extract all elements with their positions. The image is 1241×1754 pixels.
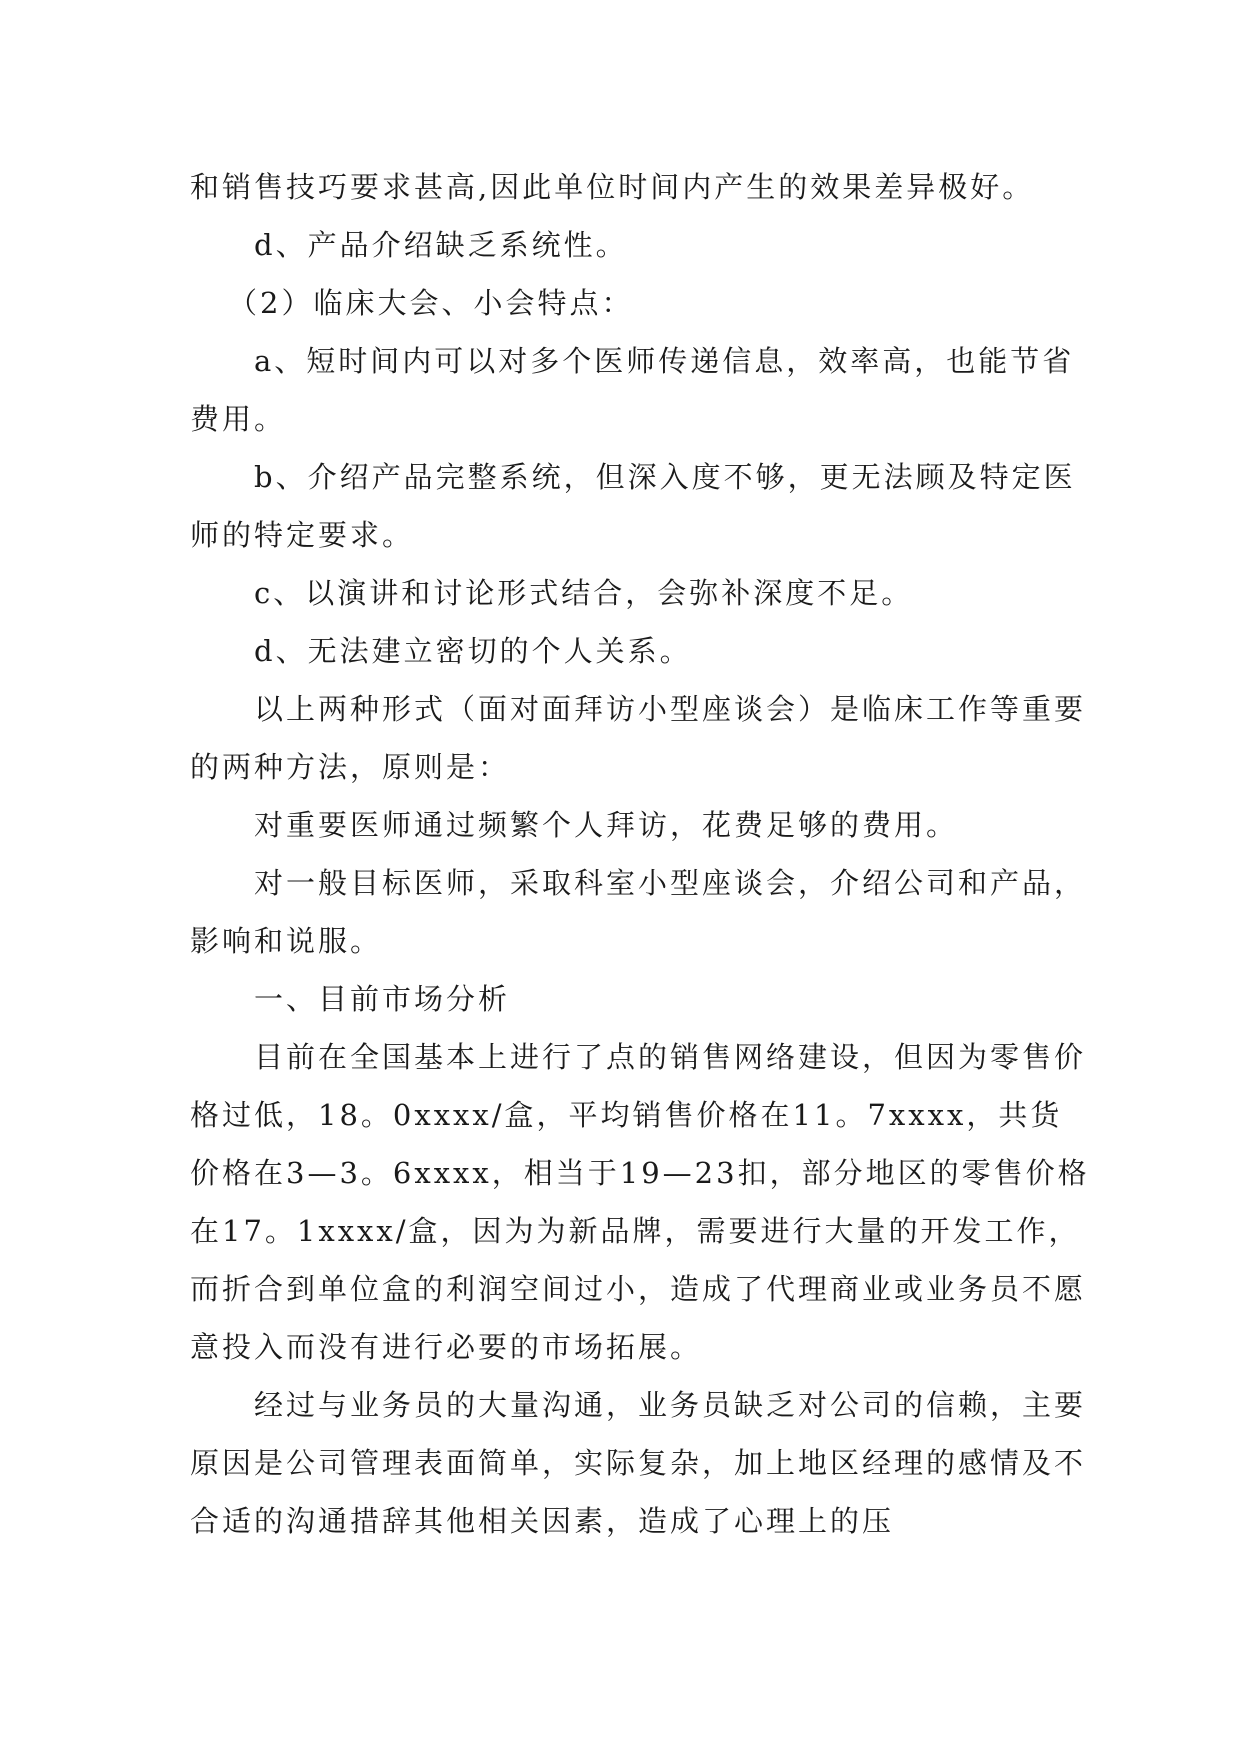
paragraph-heading-2: （2）临床大会、小会特点：: [228, 286, 634, 320]
paragraph-item-b: b、介绍产品完整系统，但深入度不够，更无法顾及特定医师的特定要求。: [190, 460, 1076, 552]
paragraph-item-d: d、产品介绍缺乏系统性。: [254, 228, 628, 262]
section-heading: 一、目前市场分析: [254, 982, 511, 1016]
paragraph-item-c: c、以演讲和讨论形式结合，会弥补深度不足。: [254, 576, 914, 610]
paragraph-summary: 以上两种形式（面对面拜访小型座谈会）是临床工作等重要的两种方法，原则是：: [190, 692, 1087, 784]
paragraph-principle-2: 对一般目标医师，采取科室小型座谈会，介绍公司和产品，影响和说服。: [190, 866, 1087, 958]
paragraph-continuation: 和销售技巧要求甚高,因此单位时间内产生的效果差异极好。: [190, 170, 1035, 204]
paragraph-item-d2: d、无法建立密切的个人关系。: [254, 634, 692, 668]
body-text: [190, 158, 1090, 1550]
paragraph-communication: 经过与业务员的大量沟通，业务员缺乏对公司的信赖，主要原因是公司管理表面简单，实际复杂，加上地区经理的感情及不合适的沟通措辞其他相关因素，造成了心理上的压: [190, 1388, 1087, 1538]
paragraph-principle-1: 对重要医师通过频繁个人拜访，花费足够的费用。: [254, 808, 959, 842]
paragraph-market-analysis: 目前在全国基本上进行了点的销售网络建设，但因为零售价格过低，18。0xxxx/盒，平均销售价格在11。7xxxx，共货价格在3—3。6xxxx，相当于19—23扣，部分地区的零售价格在17。1xxxx/盒，因为为新品牌，需要进行大量的开发工作，而折合到单位盒的利润空间过小，造成了代理商业或业务员不愿意投入而没有进行必要的市场拓展。: [190, 1040, 1090, 1364]
paragraph-item-a: a、短时间内可以对多个医师传递信息，效率高，也能节省费用。: [190, 344, 1075, 436]
